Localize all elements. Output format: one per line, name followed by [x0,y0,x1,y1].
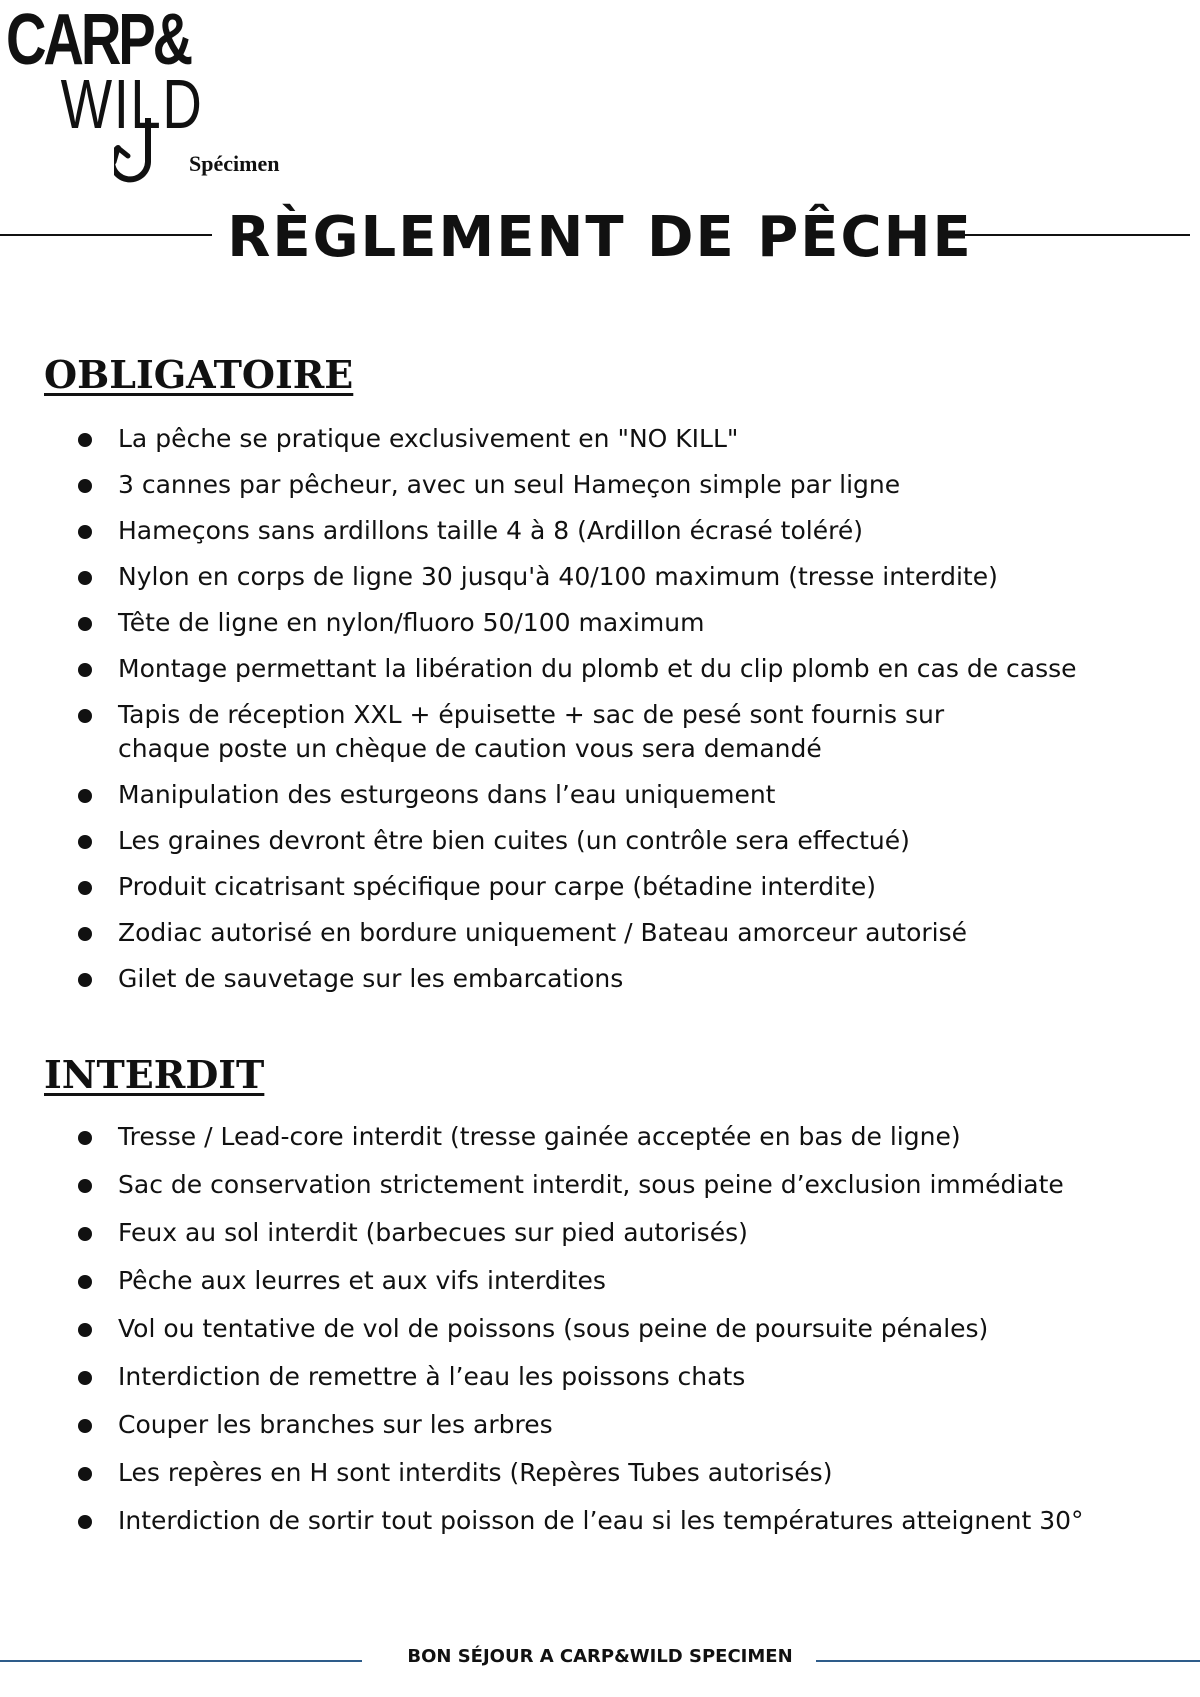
list-item-text: Produit cicatrisant spécifique pour carpe (bétadine interdite) [118,872,876,901]
bullet-icon [78,1515,92,1529]
section-heading-obligatoire: OBLIGATOIRE [44,352,354,397]
list-item-text: Les repères en H sont interdits (Repères Tubes autorisés) [118,1458,833,1487]
list-item [76,1216,1116,1250]
list-item [76,1504,1116,1538]
fish-hook-icon [114,118,178,198]
list-item [76,468,1116,502]
list-item-text: 3 cannes par pêcheur, avec un seul Hameçon simple par ligne [118,470,901,499]
list-item [76,1168,1116,1202]
bullet-icon [78,1179,92,1193]
list-item-text: Feux au sol interdit (barbecues sur pied autorisés) [118,1218,748,1247]
list-item-text: Nylon en corps de ligne 30 jusqu'à 40/100 maximum (tresse interdite) [118,562,998,591]
list-item-text: Pêche aux leurres et aux vifs interdites [118,1266,606,1295]
logo-line2: WILD [60,65,204,143]
section-heading-interdit: INTERDIT [44,1052,265,1097]
list-item-text: Interdiction de remettre à l’eau les poissons chats [118,1362,746,1391]
list-item-text: Interdiction de sortir tout poisson de l’eau si les températures atteignent 30° [118,1506,1084,1535]
bullet-icon [78,663,92,677]
list-item-text: Tête de ligne en nylon/fluoro 50/100 maximum [118,608,705,637]
list-item-text: Tapis de réception XXL + épuisette + sac de pesé sont fournis sur chaque poste un chèque de caution vous sera demandé [118,700,945,763]
page-title: RÈGLEMENT DE PÊCHE [227,205,973,270]
list-item-text: Manipulation des esturgeons dans l’eau uniquement [118,780,776,809]
bullet-icon [78,835,92,849]
list-item [76,606,1116,640]
list-item [76,560,1116,594]
list-item [76,916,1116,950]
bullet-icon [78,433,92,447]
list-item [76,778,1116,812]
logo-line1: CARP& [6,0,191,80]
logo-wordmark [6,0,204,143]
list-item [76,824,1116,858]
list-item-text: Gilet de sauvetage sur les embarcations [118,964,624,993]
list-item-text: Couper les branches sur les arbres [118,1410,553,1439]
bullet-icon [78,1227,92,1241]
bullet-icon [78,709,92,723]
list-item-text: Hameçons sans ardillons taille 4 à 8 (Ardillon écrasé toléré) [118,516,863,545]
list-item [76,962,1116,996]
bullet-icon [78,973,92,987]
list-item-text: Sac de conservation strictement interdit, sous peine d’exclusion immédiate [118,1170,1064,1199]
list-item [76,1456,1116,1490]
bullet-icon [78,1371,92,1385]
list-item [76,652,1116,686]
list-item [76,422,1116,456]
interdit-list [76,1120,1116,1538]
bullet-icon [78,1419,92,1433]
bullet-icon [78,525,92,539]
list-item-text: Vol ou tentative de vol de poissons (sous peine de poursuite pénales) [118,1314,989,1343]
list-item [76,870,1116,904]
bullet-icon [78,927,92,941]
list-item [76,1408,1116,1442]
logo-subtitle: Spécimen [189,151,280,176]
list-item-text: Zodiac autorisé en bordure uniquement / Bateau amorceur autorisé [118,918,968,947]
bullet-icon [78,789,92,803]
list-item [76,1120,1116,1154]
bullet-icon [78,1323,92,1337]
bullet-icon [78,479,92,493]
list-item [76,1312,1116,1346]
list-item [76,514,1116,548]
bullet-icon [78,881,92,895]
bullet-icon [78,1467,92,1481]
obligatoire-list [76,422,1116,996]
list-item-text: La pêche se pratique exclusivement en "NO KILL" [118,424,739,453]
list-item-text: Tresse / Lead-core interdit (tresse gainée acceptée en bas de ligne) [118,1122,961,1151]
bullet-icon [78,571,92,585]
list-item-text: Les graines devront être bien cuites (un contrôle sera effectué) [118,826,910,855]
bullet-icon [78,1275,92,1289]
list-item [76,1264,1116,1298]
bullet-icon [78,1131,92,1145]
list-item [76,1360,1116,1394]
list-item [76,698,1116,766]
bullet-icon [78,617,92,631]
brand-logo [6,0,306,198]
footer-message: BON SÉJOUR A CARP&WILD SPECIMEN [407,1646,793,1667]
list-item-text: Montage permettant la libération du plomb et du clip plomb en cas de casse [118,654,1077,683]
